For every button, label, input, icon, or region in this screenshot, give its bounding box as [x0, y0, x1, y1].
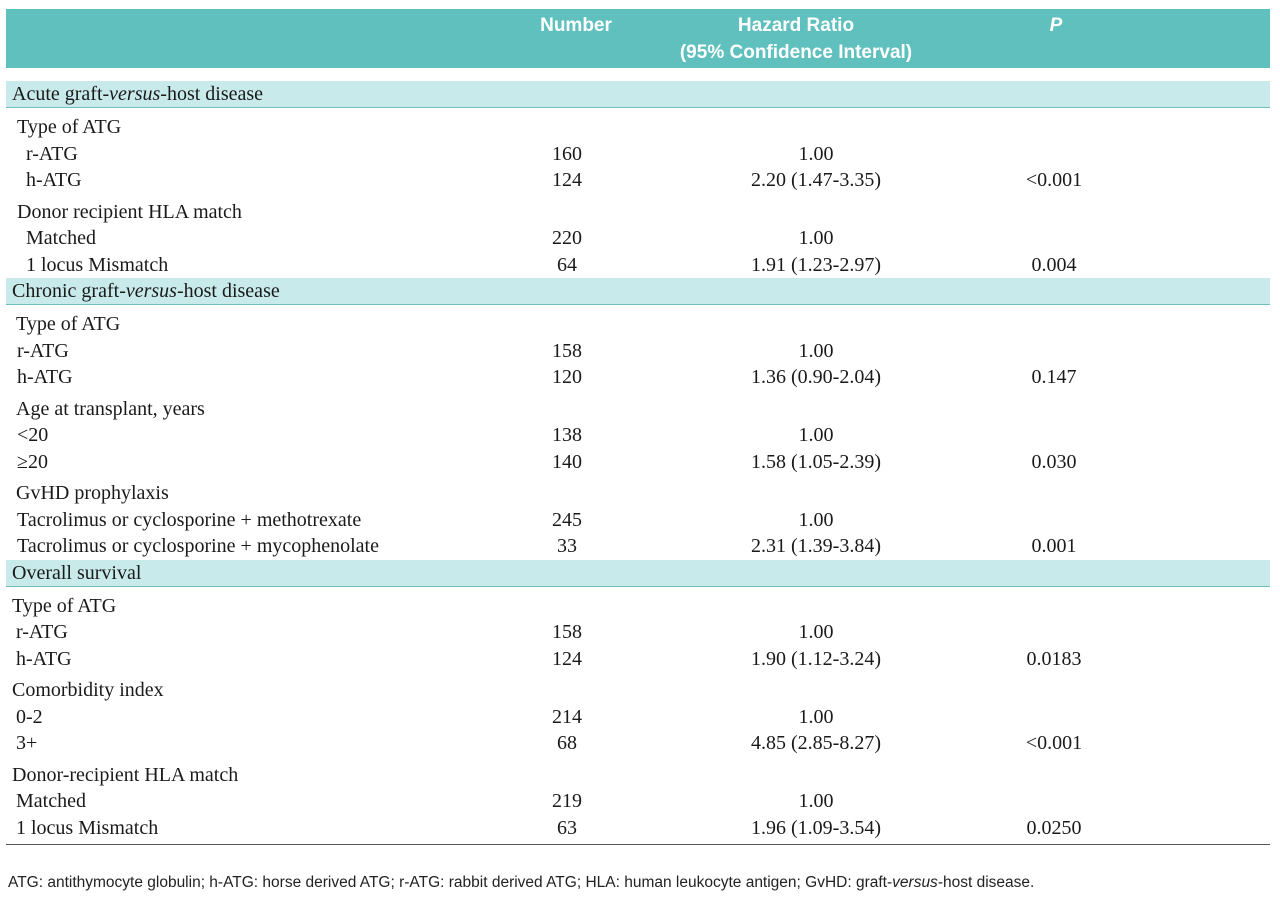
- cell-hazard-ratio: 2.31 (1.39-3.84): [751, 535, 881, 557]
- footnote-italic: versus: [892, 874, 938, 891]
- header-hazard-ratio: [646, 12, 946, 66]
- cell-number: 219: [552, 790, 582, 812]
- row-group: [6, 305, 1270, 391]
- cell-number: 64: [557, 253, 577, 276]
- table-row: [6, 338, 1270, 365]
- row-group: [6, 587, 1270, 673]
- table-row: [6, 646, 1270, 673]
- section-title: [12, 560, 141, 586]
- row-label: Tacrolimus or cyclosporine + methotrexate: [17, 508, 362, 531]
- cell-hazard-ratio: 1.00: [798, 424, 834, 446]
- row-label: h-ATG: [26, 169, 82, 191]
- group-label-row: [6, 762, 1270, 789]
- cell-hazard-ratio: 1.00: [798, 227, 834, 249]
- header-number: [516, 12, 636, 39]
- row-label: ≥20: [17, 450, 48, 473]
- cell-number: 220: [552, 227, 582, 249]
- cell-hazard-ratio: 1.96 (1.09-3.54): [751, 816, 881, 839]
- table-row: [6, 141, 1270, 168]
- cell-number: 214: [552, 705, 582, 728]
- table-header: [6, 9, 1270, 68]
- cell-hazard-ratio: 4.85 (2.85-8.27): [751, 732, 881, 754]
- row-label: 1 locus Mismatch: [26, 253, 169, 276]
- cell-p-value: 0.030: [1031, 450, 1077, 473]
- footnote-pre: ATG: antithymocyte globulin; h-ATG: horse derived ATG; r-ATG: rabbit derived ATG; HLA: human leukocyte antigen; GvHD: graft-: [8, 874, 893, 891]
- group-label-row: [6, 114, 1270, 141]
- row-label: <20: [17, 424, 49, 446]
- group-label: Type of ATG: [17, 116, 122, 138]
- table-row: [6, 533, 1270, 560]
- section-header: [6, 278, 1270, 305]
- table-row: [6, 252, 1270, 279]
- row-group: [6, 108, 1270, 194]
- group-label: Donor recipient HLA match: [17, 200, 242, 223]
- cell-hazard-ratio: 1.00: [798, 790, 834, 812]
- section-title-italic: versus: [125, 280, 177, 302]
- cell-number: 158: [552, 339, 582, 362]
- table-row: [6, 507, 1270, 534]
- table-row: [6, 364, 1270, 391]
- section-title: [12, 81, 263, 107]
- cell-number: 63: [557, 816, 577, 839]
- cell-number: 245: [552, 508, 582, 531]
- group-label: Comorbidity index: [12, 679, 164, 701]
- group-label: GvHD prophylaxis: [16, 482, 169, 504]
- cell-hazard-ratio: 1.00: [798, 142, 834, 165]
- cell-number: 124: [552, 169, 582, 191]
- table-row: [6, 167, 1270, 194]
- section-header: [6, 81, 1270, 108]
- row-label: Tacrolimus or cyclosporine + mycophenolate: [17, 535, 379, 557]
- header-number-label: Number: [540, 15, 612, 36]
- cell-hazard-ratio: 1.00: [798, 621, 834, 643]
- cell-number: 138: [552, 424, 582, 446]
- table-body: [6, 81, 1270, 841]
- row-label: Matched: [26, 227, 96, 249]
- table-row: [6, 815, 1270, 842]
- cell-hazard-ratio: 1.90 (1.12-3.24): [751, 647, 881, 670]
- row-group: [6, 475, 1270, 560]
- cell-hazard-ratio: 1.00: [798, 508, 834, 531]
- cell-p-value: 0.0250: [1026, 816, 1082, 839]
- table-row: [6, 619, 1270, 646]
- table-row: [6, 788, 1270, 815]
- cell-p-value: <0.001: [1025, 169, 1083, 191]
- group-label-row: [6, 396, 1270, 423]
- group-label: Age at transplant, years: [16, 397, 205, 420]
- row-group: [6, 391, 1270, 476]
- section-title-pre: Chronic graft-: [12, 280, 126, 302]
- table-footnote: [8, 874, 1034, 892]
- cell-hazard-ratio: 1.00: [798, 705, 834, 728]
- table-row: [6, 704, 1270, 731]
- cell-p-value: 0.0183: [1026, 647, 1082, 670]
- cell-number: 140: [552, 450, 582, 473]
- row-label: r-ATG: [26, 142, 78, 165]
- group-label-row: [6, 199, 1270, 226]
- group-label: Type of ATG: [16, 313, 121, 335]
- cell-p-value: 0.004: [1031, 253, 1077, 276]
- row-label: r-ATG: [17, 339, 69, 362]
- cell-p-value: 0.001: [1031, 535, 1077, 557]
- cell-hazard-ratio: 1.91 (1.23-2.97): [751, 253, 881, 276]
- results-table: [6, 9, 1270, 845]
- row-label: h-ATG: [16, 647, 72, 670]
- table-row: [6, 422, 1270, 449]
- section-title-pre: Overall survival: [12, 561, 142, 584]
- section-title-post: -host disease: [160, 83, 264, 105]
- header-hr-line2: (95% Confidence Interval): [679, 42, 913, 63]
- row-label: 0-2: [16, 705, 43, 728]
- cell-hazard-ratio: 1.00: [798, 339, 834, 362]
- cell-hazard-ratio: 2.20 (1.47-3.35): [751, 169, 881, 191]
- row-group: [6, 194, 1270, 279]
- row-label: r-ATG: [16, 621, 68, 643]
- table-row: [6, 449, 1270, 476]
- cell-number: 158: [552, 621, 582, 643]
- cell-p-value: 0.147: [1031, 366, 1077, 388]
- cell-number: 120: [552, 366, 582, 388]
- section-title-pre: Acute graft-: [12, 83, 110, 105]
- cell-number: 124: [552, 647, 582, 670]
- row-label: 1 locus Mismatch: [16, 816, 159, 839]
- header-gap: [6, 68, 1270, 81]
- header-p: [996, 12, 1116, 39]
- cell-number: 160: [552, 142, 582, 165]
- table-row: [6, 225, 1270, 252]
- group-label-row: [6, 593, 1270, 620]
- group-label-row: [6, 677, 1270, 704]
- header-hr-line1: Hazard Ratio: [737, 15, 855, 36]
- group-label: Type of ATG: [12, 594, 117, 617]
- cell-number: 68: [557, 732, 577, 754]
- group-label-row: [6, 480, 1270, 507]
- group-label-row: [6, 311, 1270, 338]
- row-group: [6, 672, 1270, 757]
- section-title-post: -host disease: [176, 280, 280, 302]
- row-label: h-ATG: [17, 366, 73, 388]
- row-group: [6, 757, 1270, 842]
- section-header: [6, 560, 1270, 587]
- cell-hazard-ratio: 1.58 (1.05-2.39): [751, 450, 881, 473]
- cell-number: 33: [557, 535, 577, 557]
- row-label: 3+: [16, 732, 38, 754]
- row-label: Matched: [16, 790, 86, 812]
- footnote-post: -host disease.: [937, 874, 1035, 891]
- table-row: [6, 730, 1270, 757]
- group-label: Donor-recipient HLA match: [12, 763, 239, 786]
- cell-hazard-ratio: 1.36 (0.90-2.04): [751, 366, 881, 388]
- section-title-italic: versus: [109, 83, 161, 105]
- section-title: [12, 278, 280, 304]
- bottom-rule: [6, 844, 1270, 845]
- header-p-label: P: [1049, 15, 1063, 36]
- cell-p-value: <0.001: [1025, 732, 1083, 754]
